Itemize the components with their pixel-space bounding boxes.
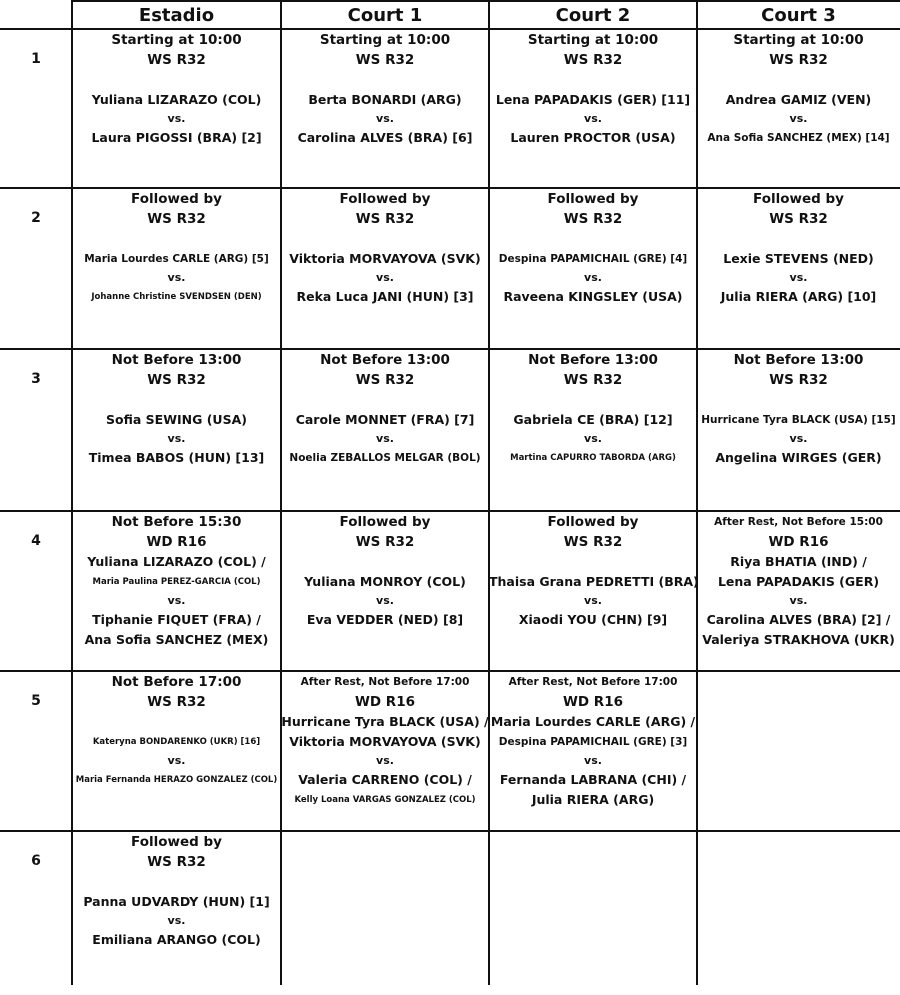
event-round: WS R32 [355,211,415,227]
player-name: Yuliana LIZARAZO (COL) [91,92,262,107]
player-name: Noelia ZEBALLOS MELGAR (BOL) [289,452,481,464]
match-cell [489,512,697,630]
match-cell [281,189,489,307]
match-cell [697,189,900,307]
player-name: Laura PIGOSSI (BRA) [2] [91,130,262,145]
player-name: Raveena KINGSLEY (USA) [503,289,683,304]
spacer [281,390,489,410]
match-start-time: Followed by [753,191,844,207]
versus-label: vs. [584,112,602,125]
spacer [697,70,900,90]
player-name: Ana Sofia SANCHEZ (MEX) [84,632,269,647]
match-start-time: Followed by [339,514,431,530]
spacer [489,70,697,90]
spacer [281,552,489,572]
match-cell [697,350,900,468]
match-order-number: 3 [31,371,41,387]
player-name: Despina PAPAMICHAIL (GRE) [4] [498,253,688,265]
player-name: Viktoria MORVAYOVA (SVK) [289,734,481,749]
spacer [72,712,281,732]
spacer [281,70,489,90]
match-cell [697,30,900,148]
match-start-time: After Rest, Not Before 15:00 [714,516,883,528]
player-name: Maria Paulina PEREZ-GARCIA (COL) [92,577,261,587]
match-cell [489,189,697,307]
match-start-time: Followed by [339,191,431,207]
versus-label: vs. [167,112,186,125]
player-name: Berta BONARDI (ARG) [308,92,462,107]
match-start-time: Starting at 10:00 [527,32,659,48]
event-round: WS R32 [355,534,415,550]
match-cell [697,512,900,650]
event-round: WS R32 [769,211,828,227]
player-name: Yuliana MONROY (COL) [304,574,466,589]
match-order-number: 6 [31,853,41,869]
player-name: Yuliana LIZARAZO (COL) / [87,554,266,569]
match-start-time: After Rest, Not Before 17:00 [300,676,470,688]
match-start-time: Not Before 13:00 [733,352,864,368]
event-round: WD R16 [768,534,829,550]
court-header: Court 2 [555,5,631,26]
versus-label: vs. [376,754,394,767]
match-start-time: Not Before 17:00 [111,674,242,690]
event-round: WS R32 [769,372,828,388]
player-name: Johanne Christine SVENDSEN (DEN) [91,292,262,302]
match-start-time: Followed by [131,834,222,850]
match-cell [281,350,489,468]
versus-label: vs. [789,112,808,125]
versus-label: vs. [376,594,394,607]
player-name: Fernanda LABRANA (CHI) / [499,772,687,787]
player-name: Julia RIERA (ARG) [10] [720,289,877,304]
match-order-number: 2 [31,210,41,226]
match-cell [72,30,281,148]
player-name: Ana Sofia SANCHEZ (MEX) [14] [707,132,890,144]
player-name: Kateryna BONDARENKO (UKR) [16] [92,737,261,747]
match-start-time: Not Before 13:00 [528,352,658,368]
player-name: Angelina WIRGES (GER) [715,450,882,465]
player-name: Lena PAPADAKIS (GER) [717,574,880,589]
event-round: WS R32 [563,534,623,550]
player-name: Andrea GAMIZ (VEN) [725,92,872,107]
player-name: Eva VEDDER (NED) [8] [306,612,464,627]
event-round: WS R32 [147,372,206,388]
match-cell [72,350,281,468]
player-name: Sofia SEWING (USA) [106,412,247,427]
player-name: Kelly Loana VARGAS GONZALEZ (COL) [294,795,476,805]
match-cell [489,350,697,468]
player-name: Carolina ALVES (BRA) [2] / [706,612,891,627]
event-round: WS R32 [147,694,206,710]
versus-label: vs. [584,594,602,607]
match-start-time: Followed by [547,514,639,530]
versus-label: vs. [376,432,394,445]
event-round: WS R32 [147,52,206,68]
player-name: Maria Lourdes CARLE (ARG) / [490,714,696,729]
spacer [72,229,281,249]
match-start-time: Not Before 13:00 [320,352,450,368]
player-name: Gabriela CE (BRA) [12] [513,412,673,427]
event-round: WS R32 [355,52,415,68]
player-name: Maria Fernanda HERAZO GONZALEZ (COL) [75,775,278,785]
player-name: Riya BHATIA (IND) / [730,554,867,569]
spacer [72,70,281,90]
court-header: Court 3 [761,5,836,26]
spacer [489,552,697,572]
player-name: Carolina ALVES (BRA) [6] [297,130,473,145]
match-start-time: Not Before 15:30 [111,514,242,530]
versus-label: vs. [789,432,808,445]
player-name: Maria Lourdes CARLE (ARG) [5] [84,253,269,265]
player-name: Lena PAPADAKIS (GER) [11] [495,92,691,107]
versus-label: vs. [789,594,808,607]
match-cell [281,30,489,148]
match-order-number: 1 [31,51,41,67]
versus-label: vs. [789,271,808,284]
event-round: WS R32 [769,52,828,68]
event-round: WS R32 [147,211,206,227]
player-name: Panna UDVARDY (HUN) [1] [83,894,270,909]
match-cell [72,189,281,307]
event-round: WS R32 [355,372,415,388]
match-start-time: Starting at 10:00 [111,32,242,48]
spacer [489,229,697,249]
versus-label: vs. [584,432,602,445]
versus-label: vs. [167,754,186,767]
player-name: Xiaodi YOU (CHN) [9] [518,612,668,627]
player-name: Lauren PROCTOR (USA) [510,130,676,145]
player-name: Valeriya STRAKHOVA (UKR) [702,632,895,647]
player-name: Carole MONNET (FRA) [7] [295,412,475,427]
spacer [489,390,697,410]
match-cell [489,672,697,810]
event-round: WD R16 [563,694,623,710]
match-start-time: After Rest, Not Before 17:00 [508,676,678,688]
event-round: WS R32 [563,52,623,68]
versus-label: vs. [167,594,186,607]
player-name: Martina CAPURRO TABORDA (ARG) [510,453,676,463]
match-start-time: Starting at 10:00 [319,32,451,48]
match-cell [281,512,489,630]
match-cell [281,672,489,810]
match-order-number: 5 [31,693,41,709]
court-header: Estadio [138,5,215,26]
spacer [72,872,281,892]
versus-label: vs. [167,914,186,927]
spacer [697,229,900,249]
versus-label: vs. [167,271,186,284]
player-name: Hurricane Tyra BLACK (USA) / [281,714,489,729]
match-start-time: Starting at 10:00 [733,32,864,48]
spacer [697,390,900,410]
match-order-number: 4 [31,533,41,549]
spacer [72,390,281,410]
match-cell [72,512,281,650]
event-round: WD R16 [355,694,415,710]
event-round: WD R16 [146,534,207,550]
versus-label: vs. [376,271,394,284]
match-cell [489,30,697,148]
match-start-time: Followed by [131,191,222,207]
match-start-time: Not Before 13:00 [111,352,242,368]
player-name: Lexie STEVENS (NED) [723,251,874,266]
spacer [281,229,489,249]
event-round: WS R32 [147,854,206,870]
player-name: Tiphanie FIQUET (FRA) / [92,612,261,627]
versus-label: vs. [584,754,602,767]
event-round: WS R32 [563,372,623,388]
match-cell [72,672,281,790]
event-round: WS R32 [563,211,623,227]
player-name: Thaisa Grana PEDRETTI (BRA) [489,574,699,589]
court-header: Court 1 [347,5,423,26]
player-name: Reka Luca JANI (HUN) [3] [296,289,474,304]
player-name: Valeria CARRENO (COL) / [298,772,472,787]
match-start-time: Followed by [547,191,639,207]
match-cell [72,832,281,950]
player-name: Emiliana ARANGO (COL) [92,932,261,947]
player-name: Hurricane Tyra BLACK (USA) [15] [701,414,896,426]
player-name: Timea BABOS (HUN) [13] [88,450,265,465]
player-name: Despina PAPAMICHAIL (GRE) [3] [498,736,688,748]
versus-label: vs. [167,432,186,445]
player-name: Julia RIERA (ARG) [531,792,655,807]
player-name: Viktoria MORVAYOVA (SVK) [289,251,481,266]
versus-label: vs. [584,271,602,284]
versus-label: vs. [376,112,394,125]
